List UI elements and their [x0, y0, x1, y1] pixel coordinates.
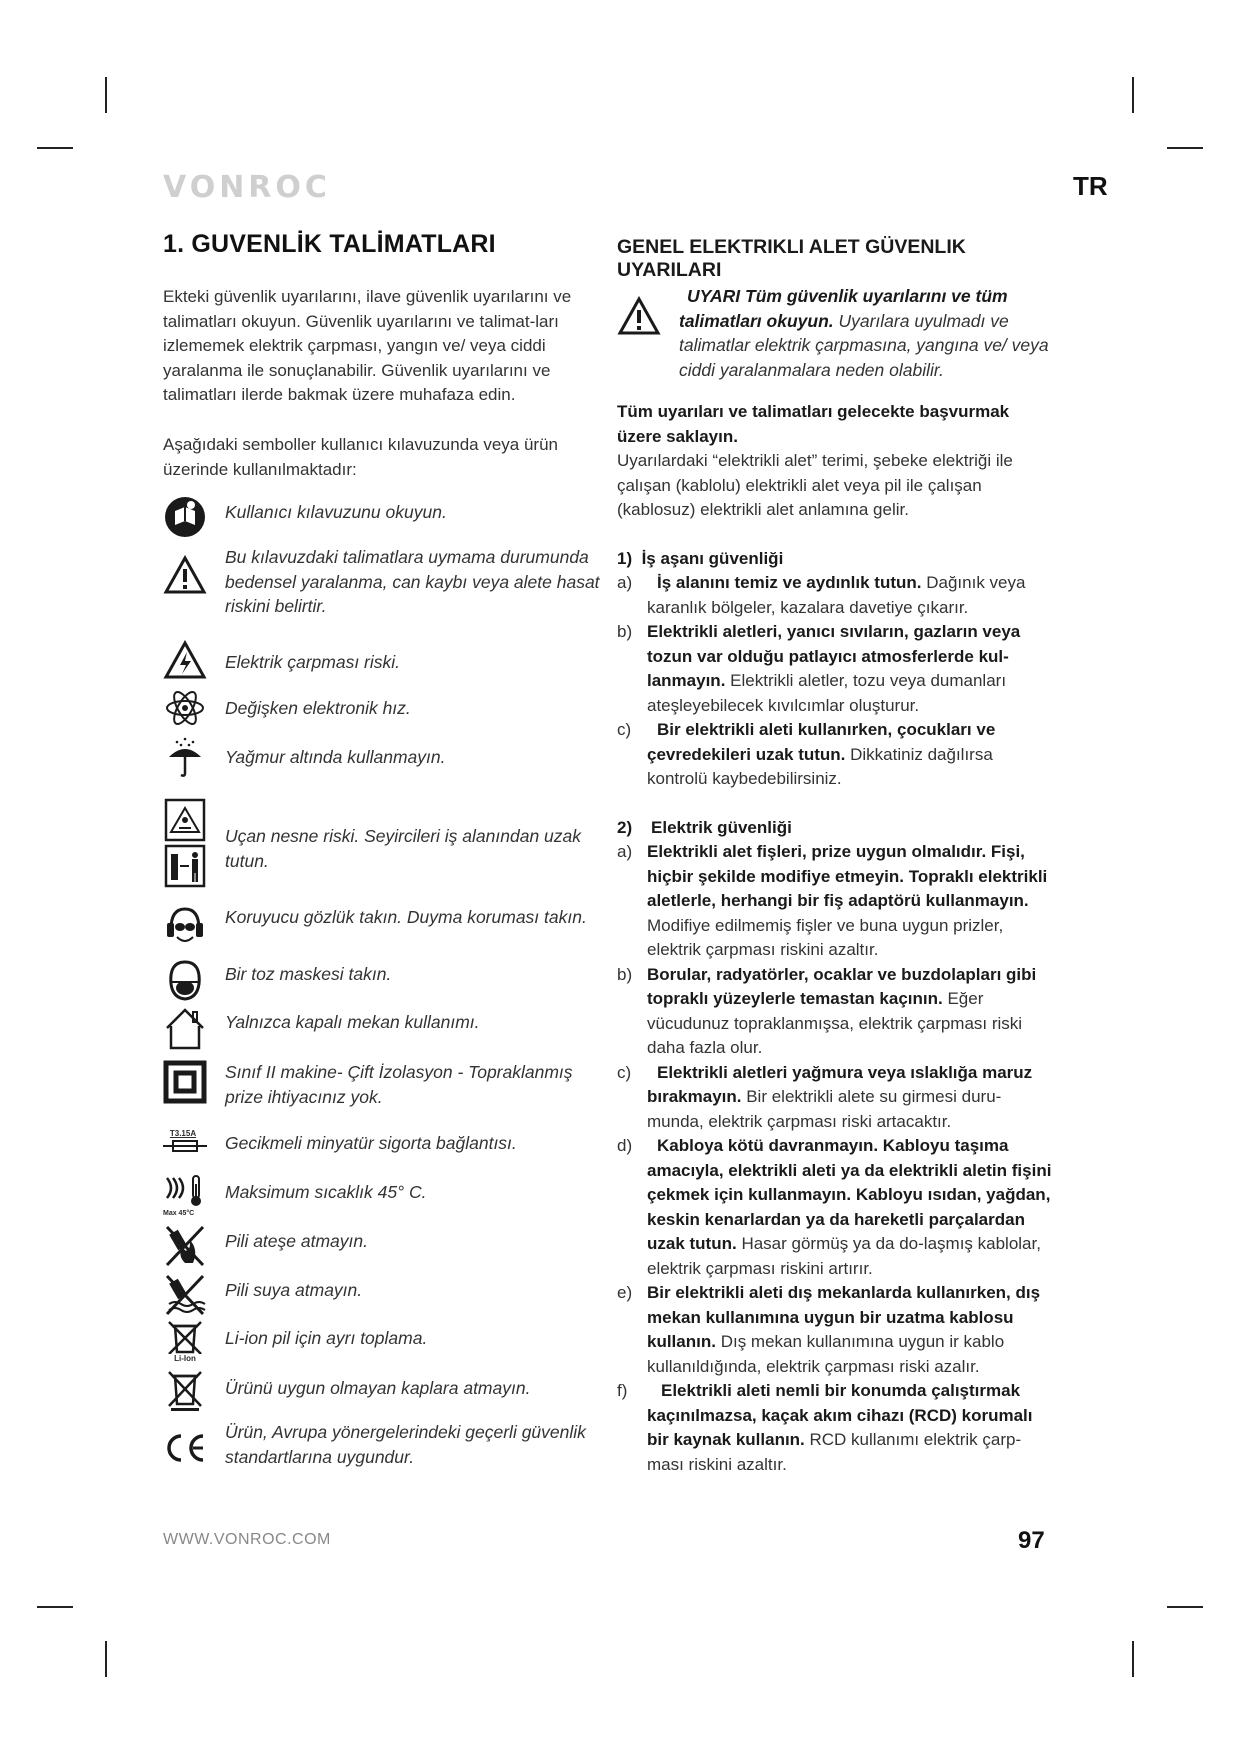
- no-rain-icon: [163, 735, 209, 781]
- website-link[interactable]: WWW.VONROC.COM: [163, 1531, 331, 1548]
- crop-mark: [1132, 77, 1134, 113]
- list-item: [617, 1379, 1057, 1477]
- item-letter: b): [617, 964, 633, 984]
- keep-instructions: [617, 400, 1057, 523]
- symbol-description: Koruyucu gözlük takın. Duyma koruması takın.: [225, 907, 587, 927]
- variable-speed-icon: [163, 688, 209, 734]
- crop-mark: [1167, 1606, 1203, 1608]
- no-fire-battery-icon: [163, 1223, 209, 1269]
- warning-text: [679, 284, 1059, 382]
- intro-paragraph: Ekteki güvenlik uyarılarını, ilave güvenlik uyarılarını ve talimatları okuyun. Güvenlik uyarılarını ve talimat-ları izlememek elektrik çarpması, yangın ve/ veya ciddi yaralanma ile sonuçlanabilir. Güvenlik uyarılarını ve talimatları ilerde bakmak üzere muhafaza edin.: [163, 287, 572, 404]
- item-text: Dağınık veya karanlık bölgeler, kazalara davetiye çıkarır.: [647, 573, 1026, 617]
- item-text: Bir elektrikli alete su girmesi duru-munda, elektrik çarpması riski artacaktır.: [647, 1087, 1002, 1131]
- item-letter: c): [617, 1062, 632, 1082]
- item-text: Dikkatiniz dağılırsa kontrolü kaybedebilirsiniz.: [647, 744, 993, 788]
- warning-block: [617, 284, 1057, 380]
- section-heading: [617, 547, 1057, 572]
- right-column: [617, 236, 1057, 1477]
- symbol-description: Kullanıcı kılavuzunu okuyun.: [225, 502, 447, 522]
- crop-mark: [105, 1641, 107, 1677]
- list-item: [617, 840, 1057, 963]
- symbols-intro: Aşağıdaki semboller kullanıcı kılavuzunda veya ürün üzerinde kullanılmaktadır:: [163, 435, 558, 479]
- item-letter: a): [617, 842, 633, 861]
- general-warnings-title: GENEL ELEKTRIKLI ALET GÜVENLIK UYARILARI: [617, 236, 966, 281]
- list-item: [617, 571, 1057, 620]
- goggles-ear-protection-icon: [163, 905, 209, 951]
- warning-bold-text: talimatları okuyun.: [679, 310, 834, 331]
- item-bold: Borular, radyatörler, ocaklar ve buzdolapları gibi topraklı yüzeylerle temastan kaçının.: [647, 964, 1037, 1008]
- left-column: [163, 230, 603, 1467]
- warning-bold-line: UYARI Tüm güvenlik uyarılarını ve tüm: [687, 286, 1008, 306]
- symbol-description: Elektrik çarpması riski.: [225, 652, 401, 672]
- item-letter: f): [617, 1381, 628, 1400]
- item-text: Eğer vücudunuz topraklanmışsa, elektrik çarpması riski daha fazla olur.: [647, 989, 1023, 1057]
- list-item: [617, 620, 1057, 718]
- electric-shock-icon: [163, 640, 209, 686]
- item-letter: b): [617, 622, 633, 641]
- weee-bin-icon: [163, 1368, 209, 1414]
- symbol-description: Bu kılavuzdaki talimatlara uymama durumunda bedensel yaralanma, can kaybı veya alete hasat riskini belirtir.: [225, 547, 600, 616]
- item-bold: Bir elektrikli aleti kullanırken, çocukları ve çevredekileri uzak tutun.: [647, 720, 996, 764]
- symbol-description: Yalnızca kapalı mekan kullanımı.: [225, 1012, 480, 1032]
- symbol-description: Li-ion pil için ayrı toplama.: [225, 1328, 428, 1348]
- list-item: [617, 1281, 1057, 1379]
- li-ion-label: Li-Ion: [174, 1354, 196, 1363]
- section-title: 1. GUVENLİK TALİMATLARI: [163, 230, 496, 258]
- item-bold: Elektrikli aleti nemli bir konumda çalıştırmak kaçınılmazsa, kaçak akım cihazı (RCD) korumalı bir kaynak kullanın.: [647, 1381, 1033, 1449]
- no-water-battery-icon: [163, 1272, 209, 1318]
- max-temperature-label: Max 45°C: [163, 1210, 195, 1217]
- list-item: [617, 963, 1057, 1061]
- li-ion-recycle-icon: [163, 1320, 209, 1366]
- symbol-description: Uçan nesne riski. Seyircileri iş alanından uzak tutun.: [225, 826, 581, 871]
- item-letter: e): [617, 1283, 633, 1302]
- dust-mask-icon: [163, 958, 209, 1004]
- crop-mark: [105, 77, 107, 113]
- item-bold: Elektrikli alet fişleri, prize uygun olmalıdır. Fişi, hiçbir şekilde modifiye etmeyin. Topraklı elektrikli aletlerle, herhangi bir fiş adaptörü kullanmayın.: [647, 842, 1048, 910]
- item-letter: a): [617, 573, 633, 592]
- fuse-icon: [163, 1129, 209, 1175]
- warning-rest-text: Uyarılara uyulmadı ve talimatlar elektrik çarpmasına, yangına ve/ veya ciddi yaralanmalara neden olabilir.: [679, 310, 1049, 380]
- language-code: TR: [1073, 171, 1108, 201]
- symbol-description: Ürünü uygun olmayan kaplara atmayın.: [225, 1378, 531, 1398]
- symbol-description: Yağmur altında kullanmayın.: [225, 747, 446, 767]
- section-title: Elektrik güvenliği: [651, 817, 792, 837]
- item-text: Modifiye edilmemiş fişler ve buna uygun prizler, elektrik çarpması riskini azaltır.: [647, 915, 1004, 959]
- item-bold: İş alanını temiz ve aydınlık tutun.: [657, 573, 922, 592]
- keep-instructions-bold: Tüm uyarıları ve talimatları gelecekte başvurmak üzere saklayın.: [617, 402, 1010, 446]
- section-number: 2): [617, 817, 633, 837]
- section-number: 1): [617, 548, 633, 568]
- flying-objects-icon: [163, 798, 209, 894]
- max-temperature-icon: [163, 1174, 209, 1220]
- symbol-description: Gecikmeli minyatür sigorta bağlantısı.: [225, 1133, 517, 1153]
- brand-logo: VONROC: [163, 170, 331, 205]
- symbol-description: Bir toz maskesi takın.: [225, 964, 392, 984]
- list-item: [617, 1134, 1057, 1281]
- list-item: [617, 1061, 1057, 1135]
- symbol-description: Değişken elektronik hız.: [225, 698, 411, 718]
- item-text: RCD kullanımı elektrik çarp-ması riskini azaltır.: [647, 1430, 1022, 1474]
- ce-mark-icon: [163, 1432, 209, 1478]
- section-heading: [617, 816, 1057, 841]
- crop-mark: [1132, 1641, 1134, 1677]
- page-number: 97: [1018, 1527, 1045, 1554]
- item-bold: Kabloya kötü davranmayın. Kabloyu taşıma amacıyla, elektrikli aleti ya da elektrikli aletin fişini çekmek için kullanmayın. Kabloyu ısıdan, yağdan, keskin kenarlardan ya da hareketli parçalardan uzak tutun.: [647, 1136, 1052, 1253]
- list-item: [617, 718, 1057, 792]
- symbol-description: Maksimum sıcaklık 45° C.: [225, 1182, 427, 1202]
- item-text: Hasar görmüş ya da do-laşmış kablolar, elektrik çarpması riskini artırır.: [647, 1234, 1041, 1278]
- read-manual-icon: [163, 495, 209, 541]
- item-letter: c): [617, 720, 632, 739]
- item-text: Dış mekan kullanımına uygun ir kablo kullanıldığında, elektrik çarpması riski azalır.: [647, 1332, 1005, 1376]
- warning-triangle-icon: [617, 296, 661, 336]
- warning-triangle-icon: [163, 555, 209, 601]
- indoor-use-icon: [163, 1006, 209, 1052]
- section-title: İş aşanı güvenliği: [641, 548, 784, 568]
- crop-mark: [1167, 147, 1203, 149]
- symbol-description: Ürün, Avrupa yönergelerindeki geçerli güvenlik standartlarına uygundur.: [225, 1422, 586, 1467]
- crop-mark: [37, 1606, 73, 1608]
- crop-mark: [37, 147, 73, 149]
- double-insulation-icon: [163, 1060, 209, 1106]
- symbol-description: Sınıf II makine- Çift İzolasyon - Topraklanmış prize ihtiyacınız yok.: [225, 1062, 573, 1107]
- symbol-description: Pili suya atmayın.: [225, 1280, 363, 1300]
- item-bold: Elektrikli aletleri, yanıcı sıvıların, gazların veya tozun var olduğu patlayıcı atmosferlerde kul-lanmayın.: [647, 622, 1021, 690]
- item-bold: Bir elektrikli aleti dış mekanlarda kullanırken, dış mekan kullanımına uygun bir uzatma kablosu kullanın.: [647, 1283, 1041, 1351]
- keep-instructions-text: Uyarılardaki “elektrikli alet” terimi, şebeke elektriği ile çalışan (kablolu) elektrikli alet veya pil ile çalışan (kablosuz) elektrikli alet anlamına gelir.: [617, 451, 1013, 519]
- symbol-description: Pili ateşe atmayın.: [225, 1231, 368, 1251]
- item-bold: Elektrikli aletleri yağmura veya ıslaklığa maruz bırakmayın.: [647, 1062, 1033, 1106]
- item-letter: d): [617, 1136, 633, 1155]
- fuse-icon-label: T3.15A: [169, 1129, 197, 1138]
- item-text: Elektrikli aletler, tozu veya dumanları ateşleyebilecek kıvılcımlar oluşturur.: [647, 671, 1007, 715]
